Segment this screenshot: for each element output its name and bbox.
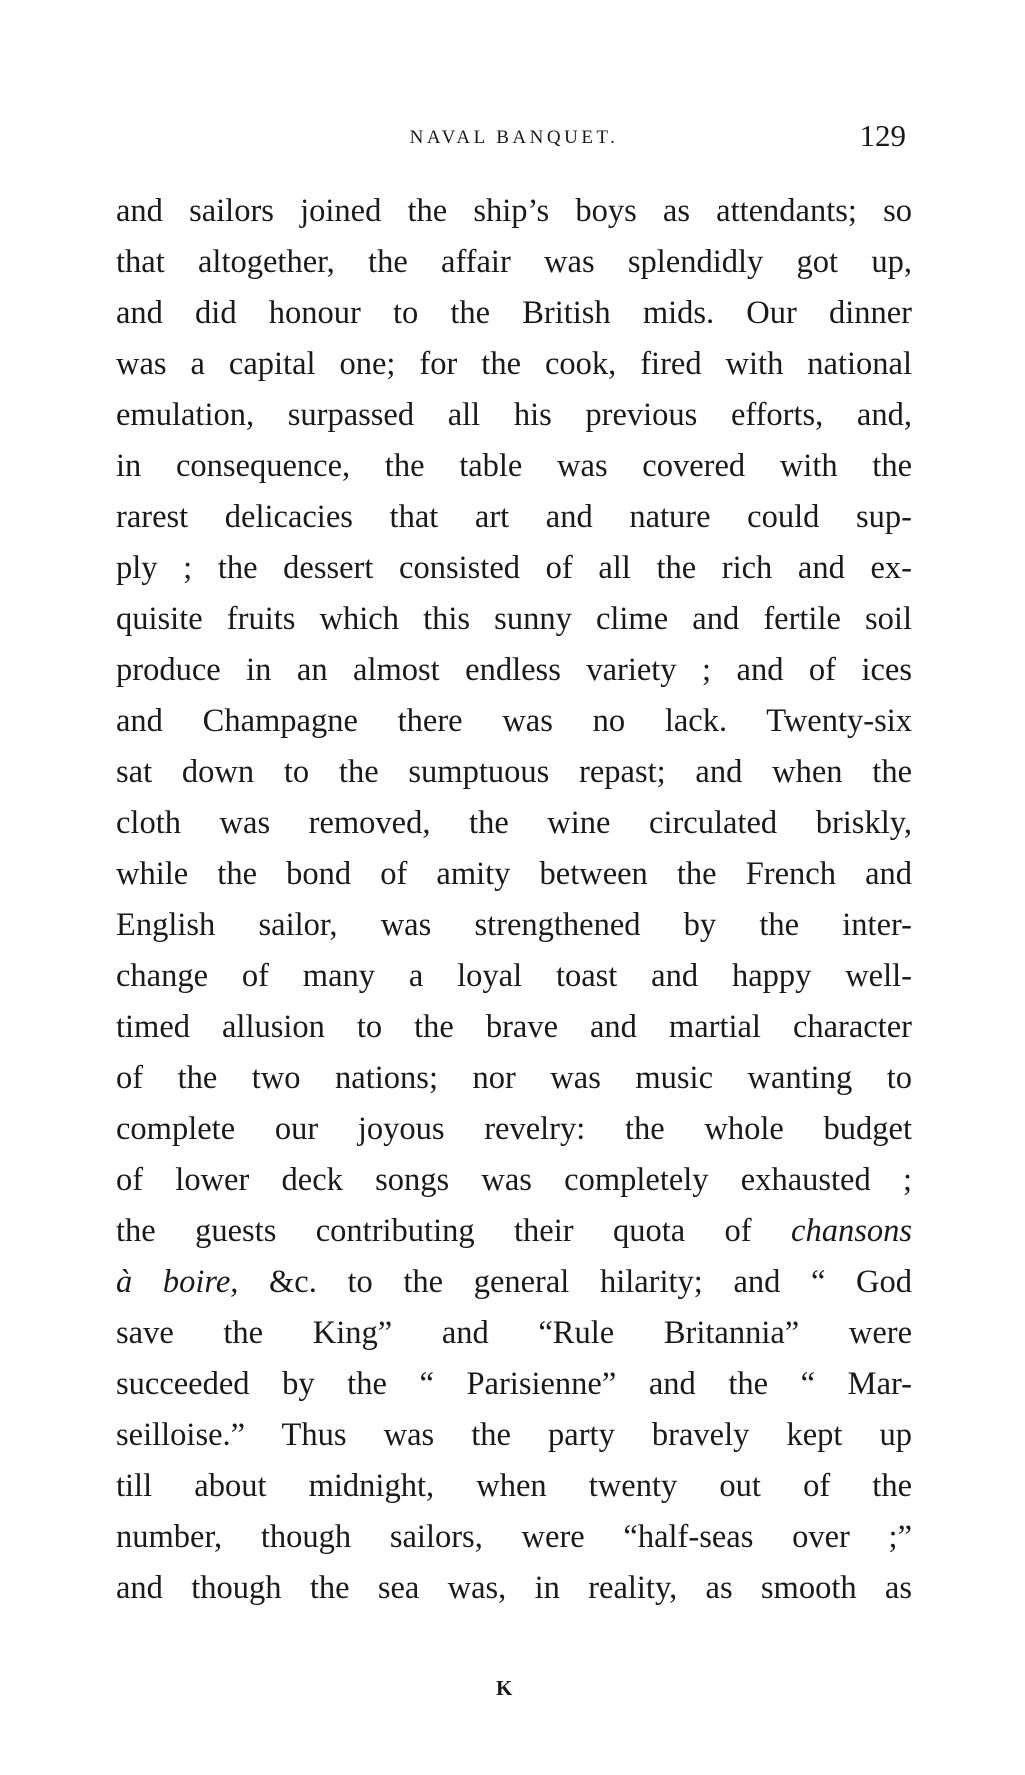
text-line-21-roman: the guests contributing their quota of	[116, 1213, 752, 1249]
text-line-3: and did honour to the British mids. Our dinner	[116, 295, 912, 331]
page-number: 129	[859, 118, 906, 153]
text-line-21	[116, 1206, 912, 1257]
text-line-17: timed allusion to the brave and martial character	[116, 1009, 912, 1045]
running-title: NAVAL BANQUET.	[409, 127, 619, 148]
signature-mark: K	[496, 1676, 513, 1700]
body-text	[116, 186, 912, 1614]
text-line-11: and Champagne there was no lack. Twenty-six	[116, 703, 912, 739]
text-line-20: of lower deck songs was completely exhausted ;	[116, 1162, 912, 1198]
text-line-12: sat down to the sumptuous repast; and when the	[116, 754, 912, 790]
text-line-23: save the King” and “Rule Britannia” were	[116, 1315, 912, 1351]
text-line-9: quisite fruits which this sunny clime and fertile soil	[116, 601, 912, 637]
text-line-6: in consequence, the table was covered with the	[116, 448, 912, 484]
text-line-13: cloth was removed, the wine circulated briskly,	[116, 805, 912, 841]
text-line-8: ply ; the dessert consisted of all the rich and ex-	[116, 550, 912, 586]
text-line-24: succeeded by the “ Parisienne” and the “ Mar-	[116, 1366, 912, 1402]
text-line-2: that altogether, the affair was splendidly got up,	[116, 244, 912, 280]
text-line-7: rarest delicacies that art and nature could sup-	[116, 499, 912, 535]
text-line-5: emulation, surpassed all his previous efforts, and,	[116, 397, 912, 433]
text-line-4: was a capital one; for the cook, fired with national	[116, 346, 912, 382]
text-line-27: number, though sailors, were “half-seas over ;”	[116, 1519, 912, 1555]
text-line-22-etc: &c.	[269, 1264, 317, 1300]
text-line-26: till about midnight, when twenty out of the	[116, 1468, 912, 1504]
text-line-1: and sailors joined the ship’s boys as attendants; so	[116, 193, 912, 229]
text-line-14: while the bond of amity between the French and	[116, 856, 912, 892]
text-line-15: English sailor, was strengthened by the inter-	[116, 907, 912, 943]
text-line-22-roman: to the general hilarity; and “ God	[347, 1264, 913, 1300]
running-head	[116, 118, 912, 158]
text-line-18: of the two nations; nor was music wanting to	[116, 1060, 912, 1096]
text-line-16: change of many a loyal toast and happy well-	[116, 958, 912, 994]
italic-chansons: chansons	[791, 1213, 913, 1249]
italic-a-boire: à boire,	[116, 1264, 239, 1300]
text-line-25: seilloise.” Thus was the party bravely kept up	[116, 1417, 912, 1453]
text-line-10: produce in an almost endless variety ; and of ices	[116, 652, 912, 688]
text-line-19: complete our joyous revelry: the whole budget	[116, 1111, 912, 1147]
text-line-22	[116, 1257, 912, 1308]
text-line-28: and though the sea was, in reality, as smooth as	[116, 1570, 912, 1606]
